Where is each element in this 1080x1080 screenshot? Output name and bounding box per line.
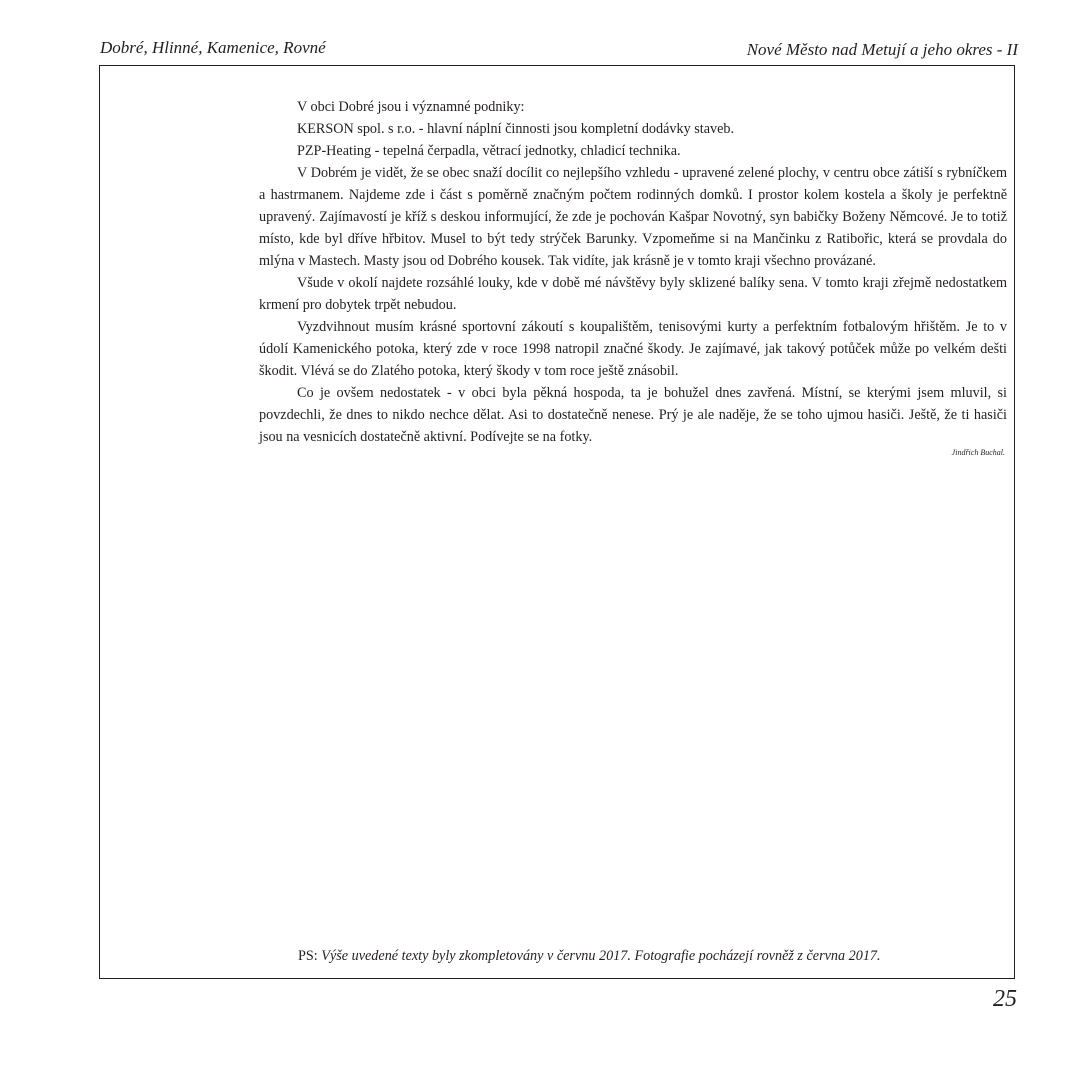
- footnote-prefix: PS:: [298, 948, 322, 964]
- paragraph-sports: Vyzdvihnout musím krásné sportovní zákoutí s koupalištěm, tenisovými kurty a perfektním fotbalovým hřištěm. Je to v údolí Kamenického potoka, který zde v roce 1998 natropil značné škody. Je zajímavé, jak takový potůček může po velkém dešti škodit. Vlévá se do Zlatého potoka, který škody v tom roce ještě znásobil.: [259, 319, 1007, 379]
- running-header-right: Nové Město nad Metují a jeho okres - II: [746, 40, 1018, 59]
- paragraph-village-appearance: V Dobrém je vidět, že se obec snaží docílit co nejlepšího vzhledu - upravené zelené plochy, v centru obce zátiší s rybníčkem a hastrmanem. Najdeme zde i část s poměrně značným počtem rodinných domků. I prostor kolem kostela a školy je perfektně upravený. Zajímavostí je kříž s deskou informující, že zde je pochován Kašpar Novotný, syn babičky Boženy Němcové. Je to totiž místo, kde byl dříve hřbitov. Musel to být tedy strýček Barunky. Vzpomeňme si na Mančinku z Ratibořic, která se provdala do mlýna v Mastech. Masty jsou od Dobrého kousek. Tak vidíte, jak krásně je v tomto kraji všechno provázané.: [259, 165, 1007, 269]
- page-number: 25: [993, 986, 1017, 1012]
- paragraph-meadows: Všude v okolí najdete rozsáhlé louky, kde v době mé návštěvy byly sklizené balíky sena. V tomto kraji zřejmě nedostatkem krmení pro dobytek trpět nebudou.: [259, 275, 1007, 313]
- footnote-text: Výše uvedené texty byly zkompletovány v červnu 2017. Fotografie pocházejí rovněž z června 2017.: [321, 948, 881, 964]
- running-header-left: Dobré, Hlinné, Kamenice, Rovné: [100, 38, 326, 57]
- paragraph-pub: Co je ovšem nedostatek - v obci byla pěkná hospoda, ta je bohužel dnes zavřená. Místní, se kterými jsem mluvil, si povzdechli, že dnes to nikdo nechce dělat. Asi to dostatečně nenese. Prý je ale naděje, že se toho ujmou hasiči. Ještě, že ti hasiči jsou na vesnicích dostatečně aktivní. Podívejte se na fotky.: [259, 385, 1007, 445]
- author-signature: Jindřich Buchal.: [951, 448, 1005, 457]
- paragraph-kerson: KERSON spol. s r.o. - hlavní náplní činnosti jsou kompletní dodávky staveb.: [297, 121, 735, 137]
- paragraph-pzp: PZP-Heating - tepelná čerpadla, větrací jednotky, chladicí technika.: [297, 143, 681, 159]
- paragraph-intro: V obci Dobré jsou i významné podniky:: [297, 99, 525, 115]
- footnote: [298, 948, 881, 965]
- article-body: [259, 96, 1007, 458]
